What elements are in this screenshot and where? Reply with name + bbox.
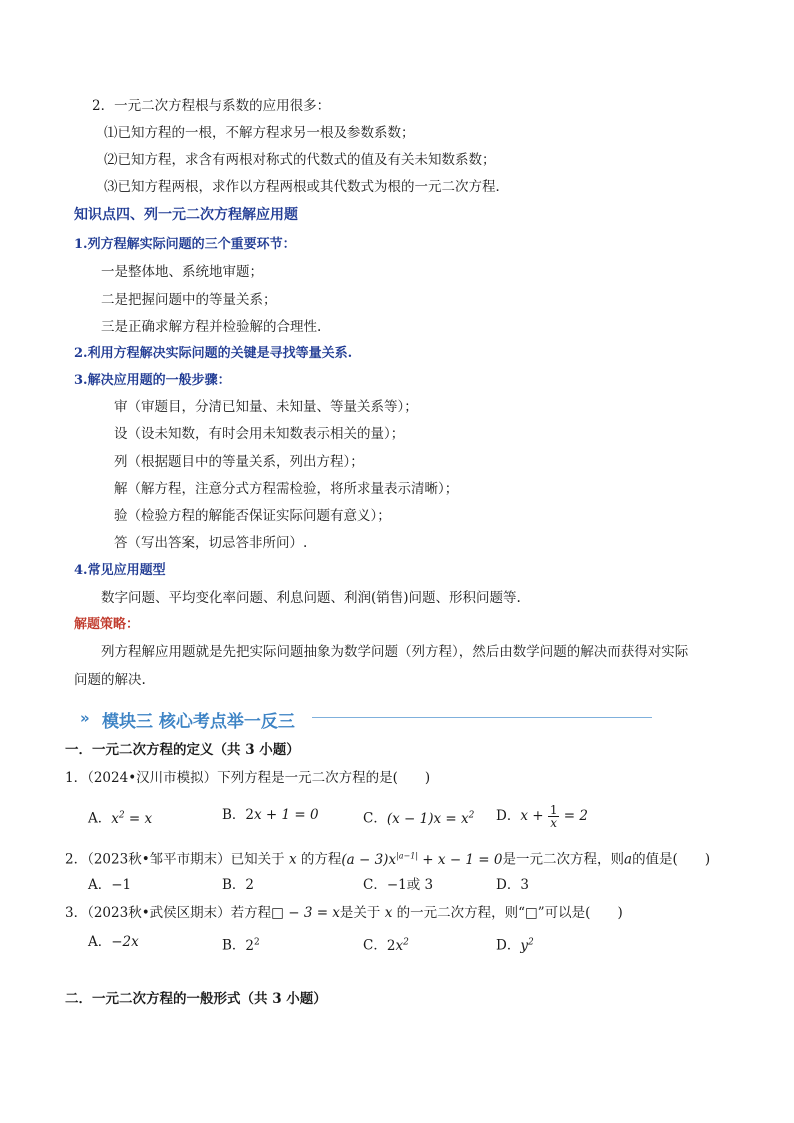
q3-option-b-math: $2^2$ xyxy=(245,937,260,954)
q1-option-c xyxy=(363,806,474,828)
kp4-step-6: 答（写出答案，切忌答非所问）. xyxy=(114,535,308,551)
q1-option-b-math: 2x + 1 = 0 xyxy=(245,807,319,823)
q2-stem xyxy=(65,847,710,869)
kp4-s1-item-2: 二是把握问题中的等量关系； xyxy=(101,292,277,308)
kp4-s1-item-3: 三是正确求解方程并检验解的合理性. xyxy=(101,319,322,335)
q3-stem-post: 的一元二次方程，则“□”可以是( ) xyxy=(396,905,623,921)
q3-option-c xyxy=(363,933,409,955)
q1-option-c-math: $(x - 1)x = x^2$ xyxy=(386,810,475,827)
sec1-title: 一．一元二次方程的定义（共 3 小题） xyxy=(65,742,300,758)
kp4-s4: 4.常见应用题型 xyxy=(74,563,166,578)
q3-option-c-math: $2x^2$ xyxy=(386,937,409,954)
q1-option-c-label: C． xyxy=(363,810,387,827)
q3-var-x: x xyxy=(380,905,397,921)
roots-item-3: ⑶已知方程两根，求作以方程两根或其代数式为根的一元二次方程． xyxy=(104,179,509,195)
q3-option-c-label: C． xyxy=(363,937,387,954)
kp4-s1: 1.列方程解实际问题的三个重要环节： xyxy=(74,237,296,252)
q2-option-c: C．−1或 3 xyxy=(363,877,434,893)
q1-option-d xyxy=(496,804,588,829)
q3-stem-mid: 是关于 xyxy=(339,905,381,921)
q2-stem-pre: 2．（2023秋•邹平市期末）已知关于 xyxy=(65,851,285,868)
roots-item-1: ⑴已知方程的一根，不解方程求另一根及参数系数； xyxy=(104,125,415,141)
q3-option-a-math: −2x xyxy=(111,934,139,950)
q1-option-d-label: D． xyxy=(496,808,521,824)
q1-option-a xyxy=(88,806,152,828)
q2-option-d: D．3 xyxy=(496,877,529,893)
q3-option-d xyxy=(496,933,534,955)
q2-var-a: a xyxy=(624,851,633,868)
q2-var-x: x xyxy=(284,851,301,868)
kp4-title: 知识点四、列一元二次方程解应用题 xyxy=(74,207,298,223)
q2-stem-end: 的值是( ) xyxy=(632,851,711,868)
q3-option-a-label: A． xyxy=(88,934,112,950)
kp4-s4-text: 数字问题、平均变化率问题、利息问题、利润(销售)问题、形积问题等. xyxy=(101,590,521,606)
q2-stem-mid: 的方程 xyxy=(300,851,342,868)
q2-equation: $(a - 3)x^{|a-1|} + x - 1 = 0$ xyxy=(341,851,503,868)
q1-option-d-math: x + $\frac{1}{x}$ = 2 xyxy=(520,803,588,830)
kp4-s2: 2.利用方程解决实际问题的关键是寻找等量关系. xyxy=(74,346,353,361)
double-chevron-icon: » xyxy=(80,709,90,727)
q3-stem-pre: 3．（2023秋•武侯区期末）若方程 xyxy=(65,905,272,921)
strategy-line-2: 问题的解决. xyxy=(74,672,146,688)
q1-option-a-math: $x^2 = x$ xyxy=(111,810,153,827)
q2-stem-post: 是一元二次方程，则 xyxy=(502,851,624,868)
module-rule xyxy=(312,717,652,718)
roots-heading: 2．一元二次方程根与系数的应用很多： xyxy=(92,98,331,114)
q3-equation: □ − 3 = x xyxy=(271,905,340,921)
sec2-title: 二．一元二次方程的一般形式（共 3 小题） xyxy=(65,991,327,1007)
q2-option-a: A．−1 xyxy=(88,877,132,893)
kp4-step-3: 列（根据题目中的等量关系，列出方程）； xyxy=(114,454,364,470)
module-title: 模块三 核心考点举一反三 xyxy=(102,712,295,732)
kp4-step-2: 设（设未知数，有时会用未知数表示相关的量）； xyxy=(114,426,405,442)
q3-option-b xyxy=(222,933,260,955)
kp4-step-4: 解（解方程，注意分式方程需检验，将所求量表示清晰）； xyxy=(114,481,459,497)
q3-option-d-label: D． xyxy=(496,937,521,954)
q2-option-b: B．2 xyxy=(222,877,255,893)
q3-stem xyxy=(65,904,623,922)
kp4-s1-item-1: 一是整体地、系统地审题； xyxy=(101,264,263,280)
q1-option-a-label: A． xyxy=(88,810,112,827)
strategy-label: 解题策略： xyxy=(74,617,140,632)
kp4-s3: 3.解决应用题的一般步骤： xyxy=(74,373,231,388)
strategy-line-1: 列方程解应用题就是先把实际问题抽象为数学问题（列方程），然后由数学问题的解决而获得对实际 xyxy=(101,644,689,660)
kp4-step-5: 验（检验方程的解能否保证实际问题有意义）； xyxy=(114,508,391,524)
q3-option-d-math: $y^2$ xyxy=(520,937,534,954)
roots-item-2: ⑵已知方程，求含有两根对称式的代数式的值及有关未知数系数； xyxy=(104,152,496,168)
q3-option-a xyxy=(88,933,139,951)
module-banner xyxy=(80,707,580,732)
q1-stem: 1．（2024•汉川市模拟）下列方程是一元二次方程的是( ) xyxy=(65,770,431,786)
q3-option-b-label: B． xyxy=(222,937,246,954)
q1-option-b xyxy=(222,806,319,824)
q1-option-b-label: B． xyxy=(222,807,246,823)
kp4-step-1: 审（审题目，分清已知量、未知量、等量关系等）； xyxy=(114,399,418,415)
